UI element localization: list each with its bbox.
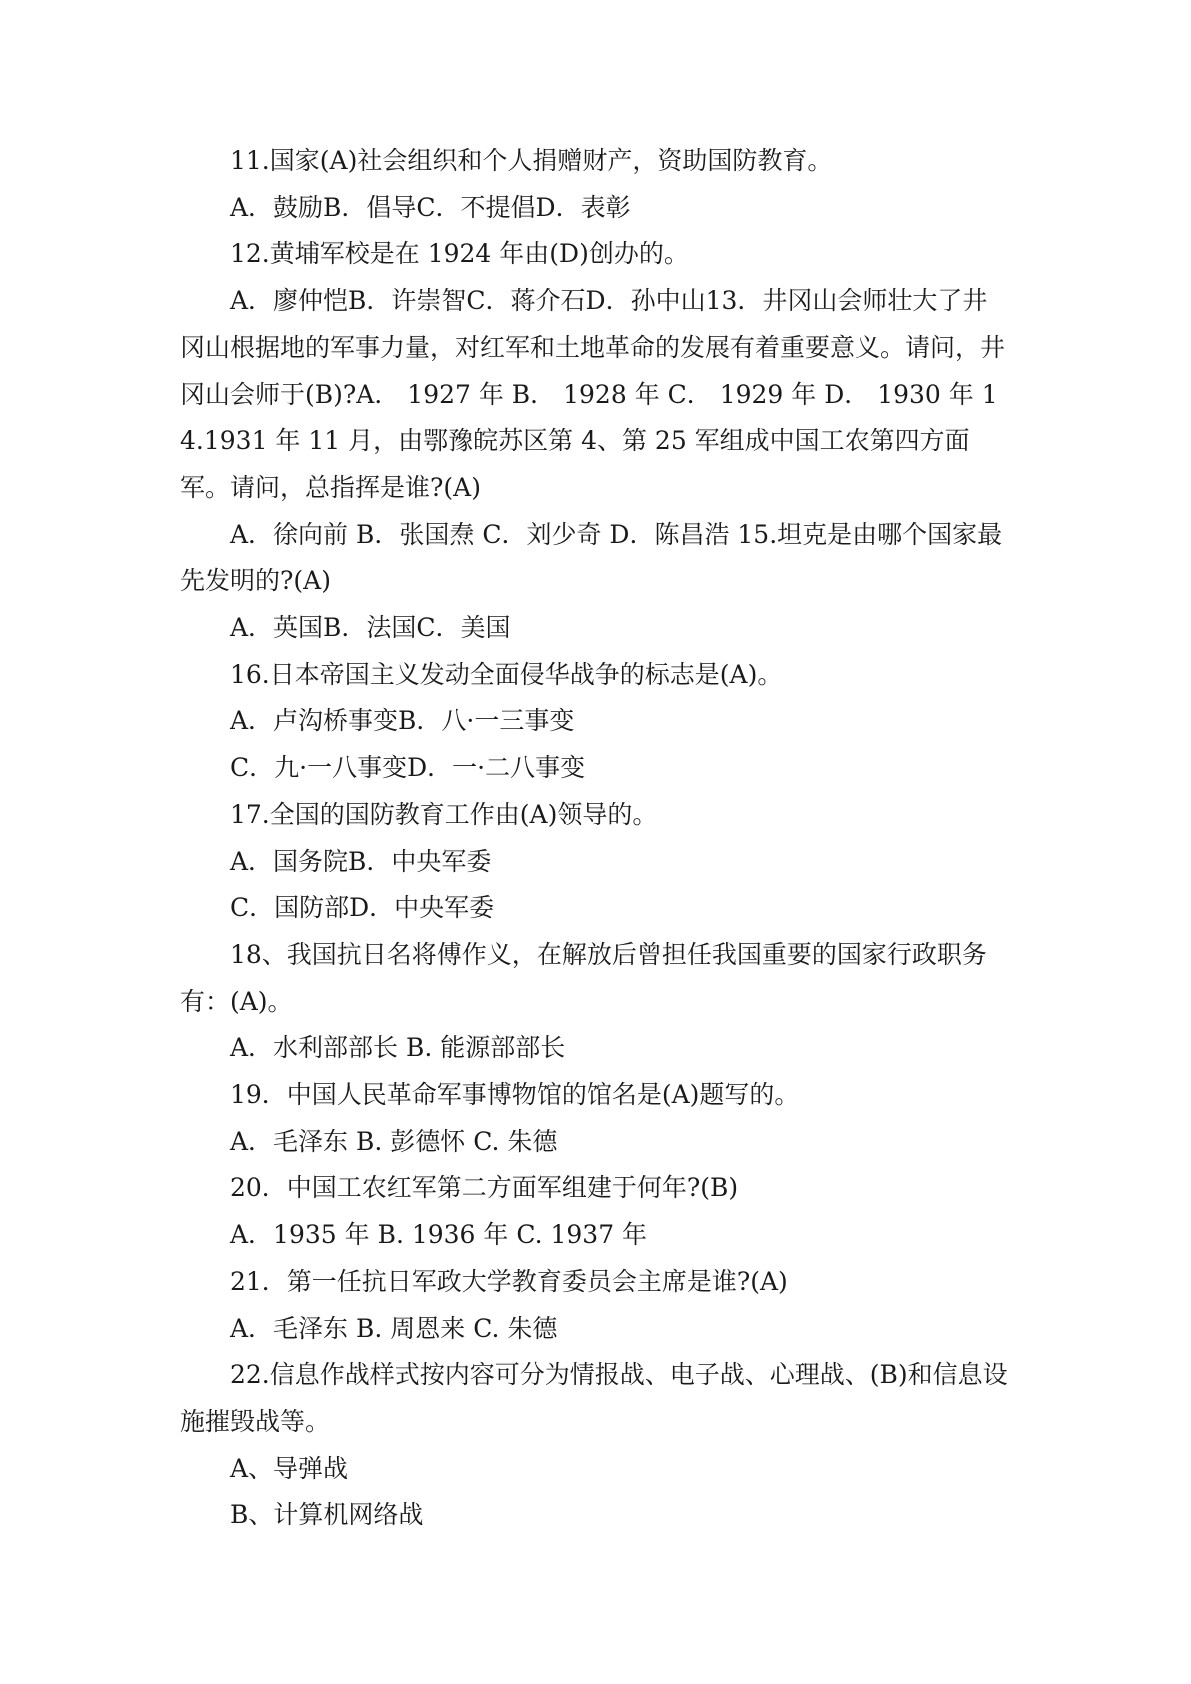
question-20: 20．中国工农红军第二方面军组建于何年?(B) (230, 1173, 739, 1203)
question-22-option-a: A、导弹战 (230, 1453, 349, 1483)
question-12: 12.黄埔军校是在 1924 年由(D)创办的。 (230, 239, 689, 269)
question-11: 11.国家(A)社会组织和个人捐赠财产，资助国防教育。 (230, 146, 833, 175)
question-16-options-cd: C．九·一八事变D．一·二八事变 (230, 753, 586, 783)
question-17: 17.全国的国防教育工作由(A)领导的。 (230, 799, 658, 829)
question-17-options-cd: C．国防部D．中央军委 (230, 893, 495, 923)
question-18-options: A．水利部部长 B. 能源部部长 (230, 1033, 566, 1063)
question-22-option-b: B、计算机网络战 (230, 1500, 424, 1530)
question-21: 21．第一任抗日军政大学教育委员会主席是谁?(A) (230, 1266, 788, 1296)
question-12-13-14-block: A．廖仲恺B．许崇智C．蒋介石D．孙中山13．井冈山会师壮大了井冈山根据地的军事力量，对红军和土地革命的发展有着重要意义。请问，井冈山会师于(B)?A． 1927 年 B． 1928 年 C． 1929 年 D． 1930 年 14.1931 年 11 月，由鄂豫皖苏区第 4、第 25 军组成中国工农第四方面军。请问，总指挥是谁?(A) (180, 286, 1006, 502)
question-16: 16.日本帝国主义发动全面侵华战争的标志是(A)。 (230, 659, 783, 689)
question-11-options: A．鼓励B．倡导C．不提倡D．表彰 (230, 192, 631, 222)
question-14-15-block: A．徐向前 B．张国焘 C．刘少奇 D．陈昌浩 15.坦克是由哪个国家最先发明的?(A) (180, 519, 1003, 596)
question-18: 18、我国抗日名将傅作义，在解放后曾担任我国重要的国家行政职务有：(A)。 (180, 939, 987, 1016)
question-21-options: A．毛泽东 B. 周恩来 C. 朱德 (230, 1313, 558, 1343)
question-19-options: A．毛泽东 B. 彭德怀 C. 朱德 (230, 1126, 558, 1156)
question-15-options: A．英国B．法国C．美国 (230, 613, 511, 643)
question-19: 19．中国人民革命军事博物馆的馆名是(A)题写的。 (230, 1080, 800, 1110)
question-20-options: A．1935 年 B. 1936 年 C. 1937 年 (230, 1220, 648, 1250)
question-17-options-ab: A．国务院B．中央军委 (230, 846, 492, 876)
question-16-options-ab: A．卢沟桥事变B．八·一三事变 (230, 706, 575, 736)
document-body (180, 138, 1010, 1539)
question-22: 22.信息作战样式按内容可分为情报战、电子战、心理战、(B)和信息设施摧毁战等。 (180, 1360, 1008, 1436)
